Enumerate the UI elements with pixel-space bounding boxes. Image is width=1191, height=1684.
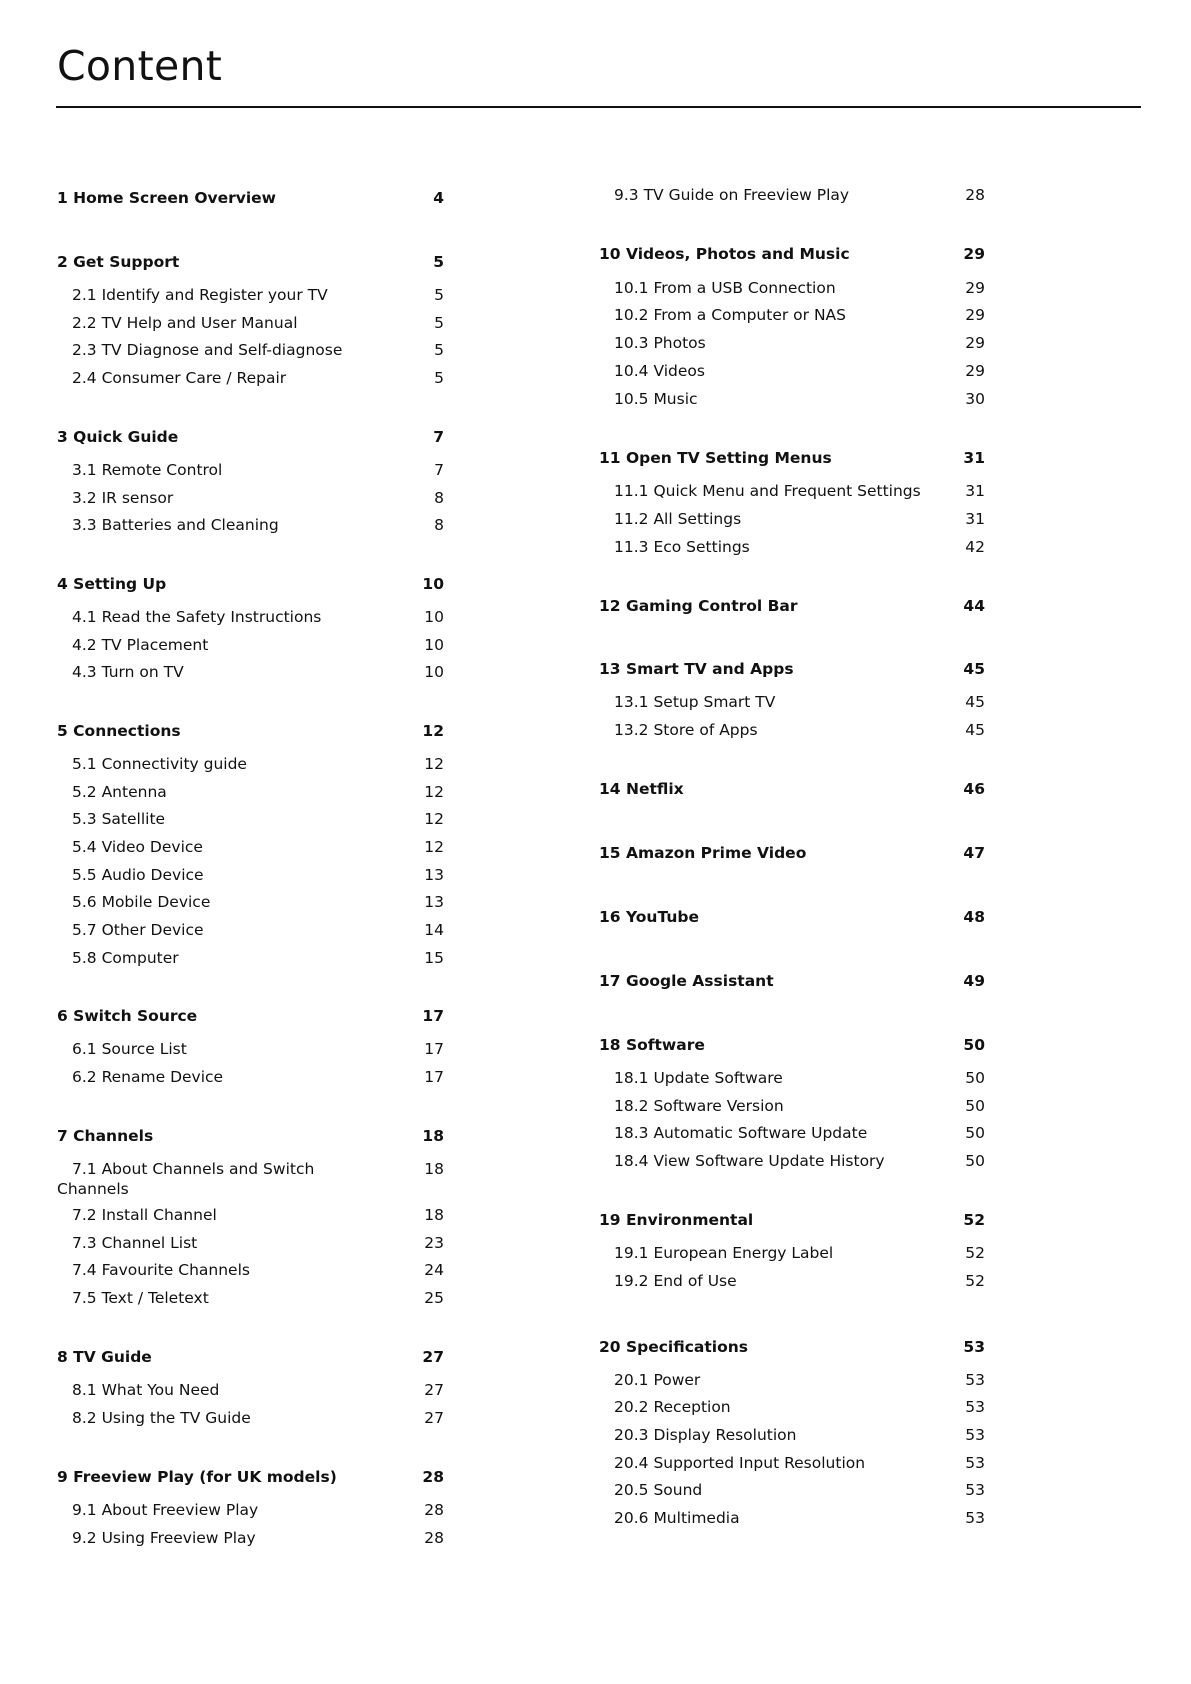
- toc-page-number: 49: [963, 972, 985, 990]
- toc-page-number: 48: [963, 908, 985, 926]
- toc-entry-label: 8 TV Guide: [57, 1348, 152, 1366]
- toc-page-number: 13: [424, 893, 444, 911]
- toc-entry-label: 2.3 TV Diagnose and Self-diagnose: [72, 341, 343, 359]
- toc-entry-label: 13.2 Store of Apps: [614, 721, 758, 739]
- toc-entry-label: 3.2 IR sensor: [72, 489, 174, 507]
- toc-entry-label: 5.4 Video Device: [72, 838, 203, 856]
- toc-entry-label: 6.2 Rename Device: [72, 1068, 224, 1086]
- toc-page-number: 18: [424, 1160, 444, 1178]
- toc-page-number: 10: [422, 575, 444, 593]
- toc-entry-label: 7.4 Favourite Channels: [72, 1261, 250, 1279]
- toc-entry-label: 11 Open TV Setting Menus: [599, 449, 832, 467]
- toc-page-number: 5: [434, 286, 444, 304]
- toc-entry-label: 5.5 Audio Device: [72, 866, 204, 884]
- toc-page-number: 13: [424, 866, 444, 884]
- toc-page-number: 12: [424, 783, 444, 801]
- toc-page-number: 5: [434, 314, 444, 332]
- toc-page-number: 53: [963, 1338, 985, 1356]
- toc-entry-label: 11.3 Eco Settings: [614, 538, 750, 556]
- toc-page-number: 29: [965, 306, 985, 324]
- toc-entry-label: 6.1 Source List: [72, 1040, 187, 1058]
- toc-page-number: 31: [963, 449, 985, 467]
- toc-page-number: 50: [965, 1124, 985, 1142]
- toc-page-number: 10: [424, 636, 444, 654]
- toc-entry-label: 17 Google Assistant: [599, 972, 774, 990]
- toc-page-number: 28: [422, 1468, 444, 1486]
- toc-page-number: 5: [434, 341, 444, 359]
- toc-entry-label: 18.2 Software Version: [614, 1097, 784, 1115]
- toc-entry-label: 3.3 Batteries and Cleaning: [72, 516, 279, 534]
- toc-entry-label: 7 Channels: [57, 1127, 154, 1145]
- toc-page-number: 46: [963, 780, 985, 798]
- toc-entry-label: 1 Home Screen Overview: [57, 189, 276, 207]
- toc-entry-label: 5 Connections: [57, 722, 181, 740]
- toc-page-number: 14: [424, 921, 444, 939]
- toc-entry-label: 4.3 Turn on TV: [72, 663, 184, 681]
- toc-page-number: 27: [424, 1381, 444, 1399]
- toc-page-number: 52: [965, 1244, 985, 1262]
- toc-page-number: 45: [965, 693, 985, 711]
- toc-entry-label: 6 Switch Source: [57, 1007, 198, 1025]
- toc-entry-label: 9 Freeview Play (for UK models): [57, 1468, 337, 1486]
- toc-entry-label: 13.1 Setup Smart TV: [614, 693, 776, 711]
- toc-entry-label: 9.2 Using Freeview Play: [72, 1529, 256, 1547]
- toc-page-number: 52: [965, 1272, 985, 1290]
- toc-entry-label: 18.4 View Software Update History: [614, 1152, 885, 1170]
- toc-entry-label: 11.2 All Settings: [614, 510, 742, 528]
- toc-page-number: 53: [965, 1509, 985, 1527]
- toc-page-number: 28: [965, 186, 985, 204]
- toc-page-number: 50: [963, 1036, 985, 1054]
- toc-page-number: 17: [424, 1040, 444, 1058]
- toc-page-number: 25: [424, 1289, 444, 1307]
- toc-page-number: 29: [965, 362, 985, 380]
- toc-page-number: 12: [422, 722, 444, 740]
- toc-entry-label: 7.5 Text / Teletext: [72, 1289, 209, 1307]
- toc-entry-label: 3.1 Remote Control: [72, 461, 223, 479]
- toc-entry-label: 10 Videos, Photos and Music: [599, 245, 850, 263]
- toc-page-number: 24: [424, 1261, 444, 1279]
- toc-entry-label: 2.1 Identify and Register your TV: [72, 286, 328, 304]
- toc-entry-label: 18.1 Update Software: [614, 1069, 783, 1087]
- toc-entry-label: 9.1 About Freeview Play: [72, 1501, 259, 1519]
- toc-page-number: 53: [965, 1481, 985, 1499]
- toc-page-number: 53: [965, 1454, 985, 1472]
- toc-entry-label: 9.3 TV Guide on Freeview Play: [614, 186, 850, 204]
- toc-entry-label: 5.8 Computer: [72, 949, 179, 967]
- toc-page-number: 18: [422, 1127, 444, 1145]
- toc-page-number: 45: [963, 660, 985, 678]
- title-divider: [56, 106, 1141, 108]
- toc-page-number: 47: [963, 844, 985, 862]
- toc-entry-label: 20 Specifications: [599, 1338, 749, 1356]
- toc-page-number: 44: [963, 597, 985, 615]
- toc-page-number: 23: [424, 1234, 444, 1252]
- toc-entry-label-continuation: Channels: [57, 1180, 129, 1198]
- toc-page-number: 8: [434, 489, 444, 507]
- toc-entry-label: 20.4 Supported Input Resolution: [614, 1454, 866, 1472]
- toc-entry-label: 18 Software: [599, 1036, 705, 1054]
- toc-entry-label: 15 Amazon Prime Video: [599, 844, 807, 862]
- toc-page-number: 17: [422, 1007, 444, 1025]
- toc-page-number: 28: [424, 1501, 444, 1519]
- toc-page-number: 5: [434, 369, 444, 387]
- toc-entry-label: 10.4 Videos: [614, 362, 705, 380]
- toc-page-number: 12: [424, 810, 444, 828]
- toc-page-number: 17: [424, 1068, 444, 1086]
- toc-page-number: 27: [422, 1348, 444, 1366]
- toc-entry-label: 20.5 Sound: [614, 1481, 703, 1499]
- toc-page-number: 15: [424, 949, 444, 967]
- toc-page-number: 53: [965, 1371, 985, 1389]
- toc-entry-label: 5.3 Satellite: [72, 810, 166, 828]
- page-title: Content: [57, 42, 223, 90]
- toc-entry-label: 19 Environmental: [599, 1211, 754, 1229]
- toc-entry-label: 2 Get Support: [57, 253, 180, 271]
- toc-entry-label: 7.2 Install Channel: [72, 1206, 217, 1224]
- toc-page-number: 53: [965, 1426, 985, 1444]
- toc-page-number: 28: [424, 1529, 444, 1547]
- toc-entry-label: 10.2 From a Computer or NAS: [614, 306, 846, 324]
- toc-page-number: 52: [963, 1211, 985, 1229]
- toc-entry-label: 10.1 From a USB Connection: [614, 279, 836, 297]
- toc-page-number: 45: [965, 721, 985, 739]
- toc-page-number: 7: [433, 428, 444, 446]
- toc-entry-label: 3 Quick Guide: [57, 428, 179, 446]
- toc-page-number: 29: [965, 279, 985, 297]
- toc-page-number: 50: [965, 1152, 985, 1170]
- toc-entry-label: 10.3 Photos: [614, 334, 706, 352]
- toc-page-number: 10: [424, 608, 444, 626]
- toc-entry-label: 4.2 TV Placement: [72, 636, 209, 654]
- toc-page-number: 29: [965, 334, 985, 352]
- toc-entry-label: 10.5 Music: [614, 390, 698, 408]
- toc-page-number: 10: [424, 663, 444, 681]
- toc-page-number: 7: [434, 461, 444, 479]
- toc-entry-label: 5.6 Mobile Device: [72, 893, 211, 911]
- toc-entry-label: 20.6 Multimedia: [614, 1509, 740, 1527]
- toc-entry-label: 18.3 Automatic Software Update: [614, 1124, 868, 1142]
- toc-page-number: 53: [965, 1398, 985, 1416]
- toc-entry-label: 13 Smart TV and Apps: [599, 660, 794, 678]
- toc-entry-label: 5.2 Antenna: [72, 783, 167, 801]
- toc-page-number: 4: [433, 189, 444, 207]
- toc-entry-label: 7.1 About Channels and Switch: [72, 1160, 315, 1178]
- toc-page-number: 31: [965, 482, 985, 500]
- toc-page-number: 42: [965, 538, 985, 556]
- toc-entry-label: 19.2 End of Use: [614, 1272, 737, 1290]
- toc-entry-label: 2.4 Consumer Care / Repair: [72, 369, 287, 387]
- toc-entry-label: 11.1 Quick Menu and Frequent Settings: [614, 482, 921, 500]
- toc-entry-label: 7.3 Channel List: [72, 1234, 198, 1252]
- toc-entry-label: 5.1 Connectivity guide: [72, 755, 247, 773]
- toc-entry-label: 20.1 Power: [614, 1371, 701, 1389]
- toc-entry-label: 20.2 Reception: [614, 1398, 731, 1416]
- toc-entry-label: 4 Setting Up: [57, 575, 167, 593]
- toc-entry-label: 14 Netflix: [599, 780, 684, 798]
- toc-entry-label: 4.1 Read the Safety Instructions: [72, 608, 322, 626]
- toc-page-number: 27: [424, 1409, 444, 1427]
- toc-page-number: 31: [965, 510, 985, 528]
- toc-page-number: 12: [424, 755, 444, 773]
- toc-entry-label: 12 Gaming Control Bar: [599, 597, 798, 615]
- toc-entry-label: 20.3 Display Resolution: [614, 1426, 797, 1444]
- toc-page-number: 5: [433, 253, 444, 271]
- toc-entry-label: 8.2 Using the TV Guide: [72, 1409, 251, 1427]
- toc-page-number: 50: [965, 1069, 985, 1087]
- toc-page-number: 30: [965, 390, 985, 408]
- toc-entry-label: 19.1 European Energy Label: [614, 1244, 834, 1262]
- toc-page-number: 18: [424, 1206, 444, 1224]
- toc-page-number: 8: [434, 516, 444, 534]
- toc-entry-label: 2.2 TV Help and User Manual: [72, 314, 298, 332]
- toc-entry-label: 8.1 What You Need: [72, 1381, 220, 1399]
- toc-entry-label: 16 YouTube: [599, 908, 699, 926]
- toc-page-number: 29: [963, 245, 985, 263]
- toc-page-number: 50: [965, 1097, 985, 1115]
- toc-page-number: 12: [424, 838, 444, 856]
- toc-entry-label: 5.7 Other Device: [72, 921, 204, 939]
